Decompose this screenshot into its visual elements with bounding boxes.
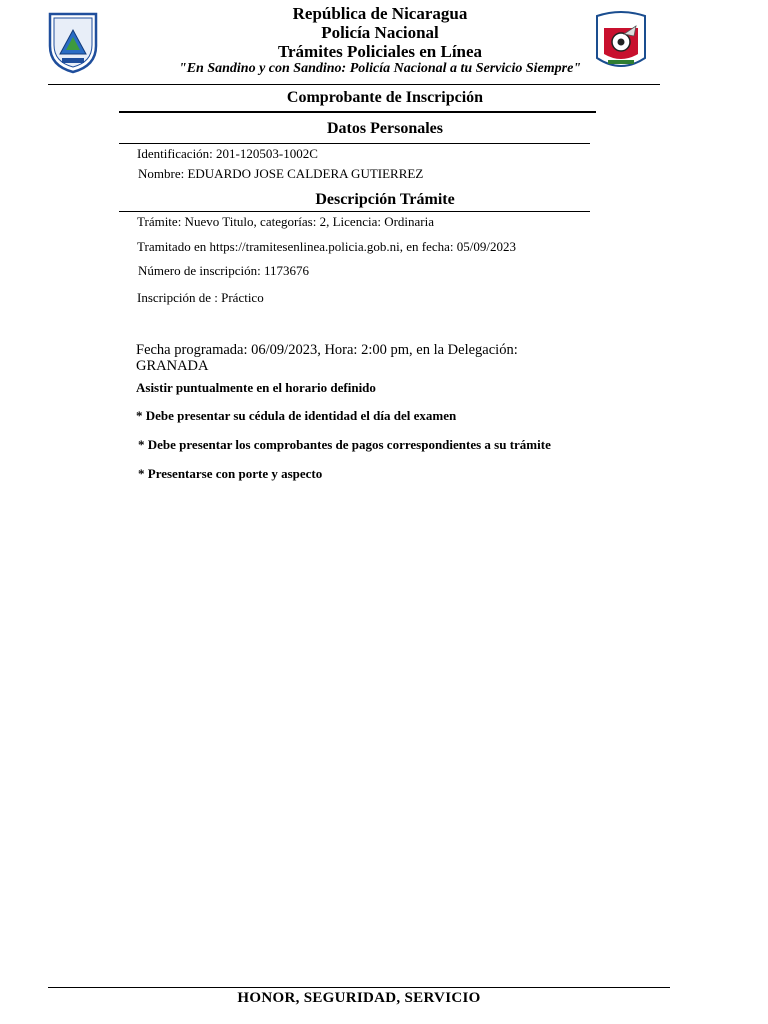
police-shield-icon: [46, 10, 100, 74]
instruction-item: Asistir puntualmente en el horario definido: [136, 380, 376, 395]
header: [120, 4, 640, 77]
header-divider: [48, 84, 660, 85]
footer-motto: HONOR, SEGURIDAD, SERVICIO: [237, 990, 481, 1006]
registration-type-line: Inscripción de : Práctico: [137, 290, 264, 305]
instruction-item: * Debe presentar su cédula de identidad el día del examen: [136, 408, 457, 423]
title-divider: [119, 111, 596, 113]
instruction-item: * Debe presentar los comprobantes de pagos correspondientes a su trámite: [138, 437, 551, 452]
personal-data-heading: Datos Personales: [327, 120, 443, 137]
country-title: República de Nicaragua: [292, 4, 468, 23]
registration-number-line: Número de inscripción: 1173676: [138, 263, 310, 278]
traffic-emblem-icon: [594, 10, 648, 74]
traffic-police-logo: [594, 10, 648, 74]
procedure-divider: [119, 211, 590, 212]
service-title: Trámites Policiales en Línea: [277, 42, 483, 61]
institution-title: Policía Nacional: [321, 23, 439, 42]
name-line: Nombre: EDUARDO JOSE CALDERA GUTIERREZ: [138, 166, 424, 181]
police-shield-logo: [46, 10, 100, 74]
header-motto: "En Sandino y con Sandino: Policía Nacional a tu Servicio Siempre": [178, 61, 582, 76]
instruction-item: * Presentarse con porte y aspecto: [138, 466, 323, 481]
document-title: Comprobante de Inscripción: [286, 89, 484, 106]
scheduled-date-line: Fecha programada: 06/09/2023, Hora: 2:00 pm, en la Delegación:: [136, 342, 518, 358]
delegation-name: GRANADA: [136, 358, 209, 374]
personal-divider: [119, 143, 590, 144]
procedure-type-line: Trámite: Nuevo Titulo, categorías: 2, Licencia: Ordinaria: [137, 214, 435, 229]
procedure-heading: Descripción Trámite: [315, 191, 455, 208]
footer-divider: [48, 987, 670, 988]
identification-line: Identificación: 201-120503-1002C: [137, 146, 318, 161]
processed-line: Tramitado en https://tramitesenlinea.policia.gob.ni, en fecha: 05/09/2023: [137, 239, 516, 254]
